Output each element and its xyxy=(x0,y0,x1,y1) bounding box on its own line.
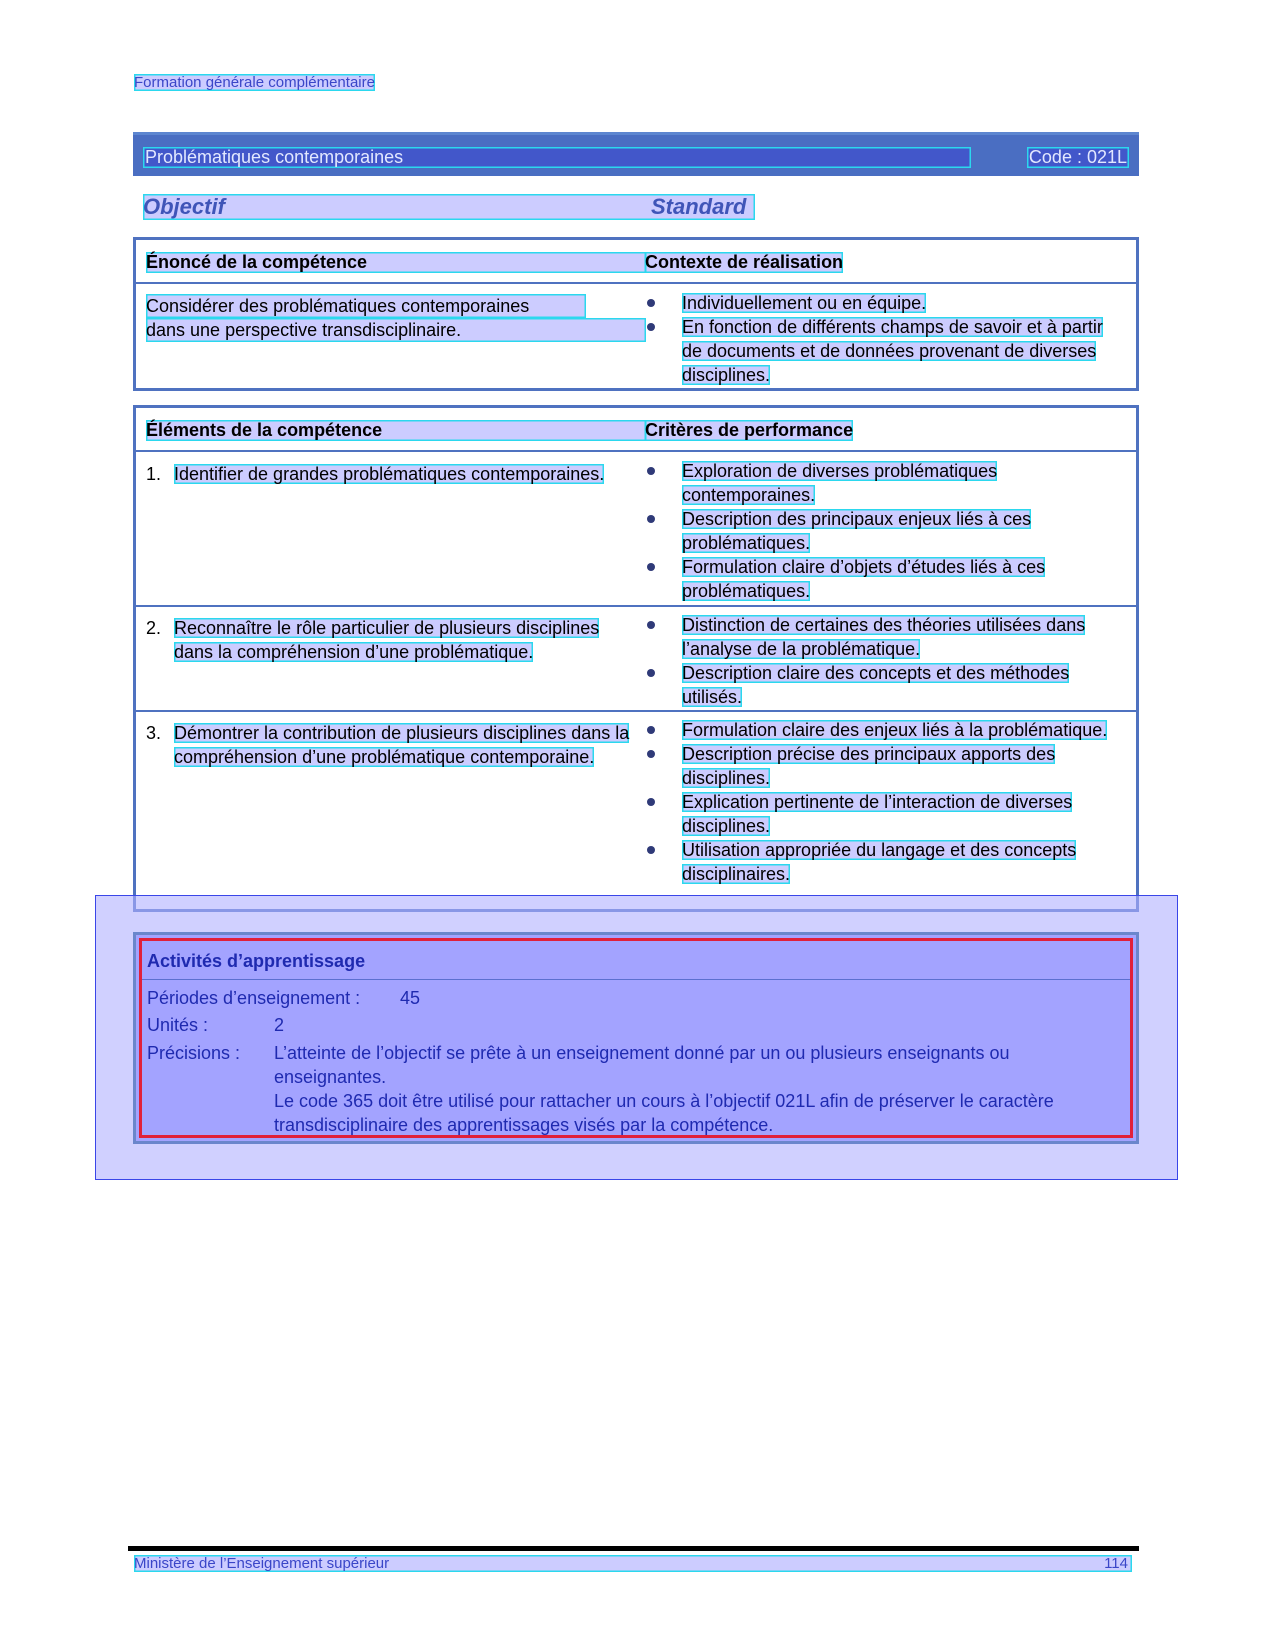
element-text: Démontrer la contribution de plusieurs disciplines dans la compréhension d’une problématique contemporaine. xyxy=(174,723,630,767)
element-number: 2. xyxy=(146,618,162,638)
element-text: Identifier de grandes problématiques contemporaines. xyxy=(174,464,605,484)
periods-label: Périodes d’enseignement : xyxy=(147,988,361,1008)
bullet-icon xyxy=(647,726,655,734)
element-number: 3. xyxy=(146,723,162,743)
list-item: Exploration de diverses problématiques contemporaines. xyxy=(645,459,1115,507)
title-bar xyxy=(133,132,1139,176)
list-item: Individuellement ou en équipe. xyxy=(645,291,1115,315)
bullet-icon xyxy=(647,563,655,571)
context-header: Contexte de réalisation xyxy=(645,252,844,272)
periods-value: 45 xyxy=(400,988,421,1008)
elements-box xyxy=(133,405,1139,912)
activities-header: Activités d’apprentissage xyxy=(147,951,366,971)
page-number: 114 xyxy=(1104,1555,1128,1572)
statement-line-2: dans une perspective transdisciplinaire. xyxy=(146,318,646,342)
element-text: Reconnaître le rôle particulier de plusieurs disciplines dans la compréhension d’une problématique. xyxy=(174,618,600,662)
list-item: Description des principaux enjeux liés à ces problématiques. xyxy=(645,507,1115,555)
precisions-paragraph-1: L’atteinte de l’objectif se prête à un enseignement donné par un ou plusieurs enseignants ou enseignantes. xyxy=(274,1043,1010,1087)
standard-label: Standard xyxy=(651,194,747,219)
units-label: Unités : xyxy=(147,1015,209,1035)
units-value: 2 xyxy=(274,1015,285,1035)
list-item: Description précise des principaux apports des disciplines. xyxy=(645,742,1115,790)
criteria-list xyxy=(645,613,1115,709)
statement-header: Énoncé de la compétence xyxy=(146,252,646,273)
activities-inner-frame xyxy=(139,938,1133,1138)
row-separator xyxy=(136,605,1136,607)
competence-box xyxy=(133,237,1139,391)
precisions-paragraph-2: Le code 365 doit être utilisé pour rattacher un cours à l’objectif 021L afin de préserver le caractère transdisciplinaire des apprentissages visés par la compétence. xyxy=(274,1091,1054,1135)
footer-rule xyxy=(128,1546,1139,1551)
bullet-icon xyxy=(647,299,655,307)
context-list xyxy=(645,291,1115,387)
criteria-list xyxy=(645,459,1115,603)
bullet-icon xyxy=(647,621,655,629)
list-item: Utilisation appropriée du langage et des concepts disciplinaires. xyxy=(645,838,1115,886)
elements-header-label: Éléments de la compétence xyxy=(146,420,646,441)
course-code: Code : 021L xyxy=(1028,147,1127,167)
objectif-label: Objectif xyxy=(143,194,755,220)
bullet-icon xyxy=(647,750,655,758)
course-title: Problématiques contemporaines xyxy=(143,147,971,168)
list-item: En fonction de différents champs de savoir et à partir de documents et de données provenant de diverses disciplines. xyxy=(645,315,1115,387)
criteria-header-label: Critères de performance xyxy=(645,420,854,440)
competence-header xyxy=(136,240,1136,284)
list-item: Distinction de certaines des théories utilisées dans l’analyse de la problématique. xyxy=(645,613,1115,661)
running-head: Formation générale complémentaire xyxy=(134,74,375,91)
list-item: Explication pertinente de l’interaction de diverses disciplines. xyxy=(645,790,1115,838)
activities-box xyxy=(133,932,1139,1144)
list-item: Formulation claire d’objets d’études liés à ces problématiques. xyxy=(645,555,1115,603)
list-item: Description claire des concepts et des méthodes utilisés. xyxy=(645,661,1115,709)
bullet-icon xyxy=(647,515,655,523)
bullet-icon xyxy=(647,669,655,677)
bullet-icon xyxy=(647,798,655,806)
objectif-row xyxy=(143,194,755,218)
criteria-list xyxy=(645,718,1115,886)
row-separator xyxy=(136,710,1136,712)
activities-header-row xyxy=(142,941,1130,980)
elements-header xyxy=(136,408,1136,452)
precisions-label: Précisions : xyxy=(147,1043,241,1063)
footer-ministry: Ministère de l’Enseignement supérieur 114 xyxy=(134,1555,1132,1572)
statement-line-1: Considérer des problématiques contemporaines xyxy=(146,294,586,318)
bullet-icon xyxy=(647,323,655,331)
element-number: 1. xyxy=(146,464,162,484)
list-item: Formulation claire des enjeux liés à la problématique. xyxy=(645,718,1115,742)
bullet-icon xyxy=(647,467,655,475)
bullet-icon xyxy=(647,846,655,854)
